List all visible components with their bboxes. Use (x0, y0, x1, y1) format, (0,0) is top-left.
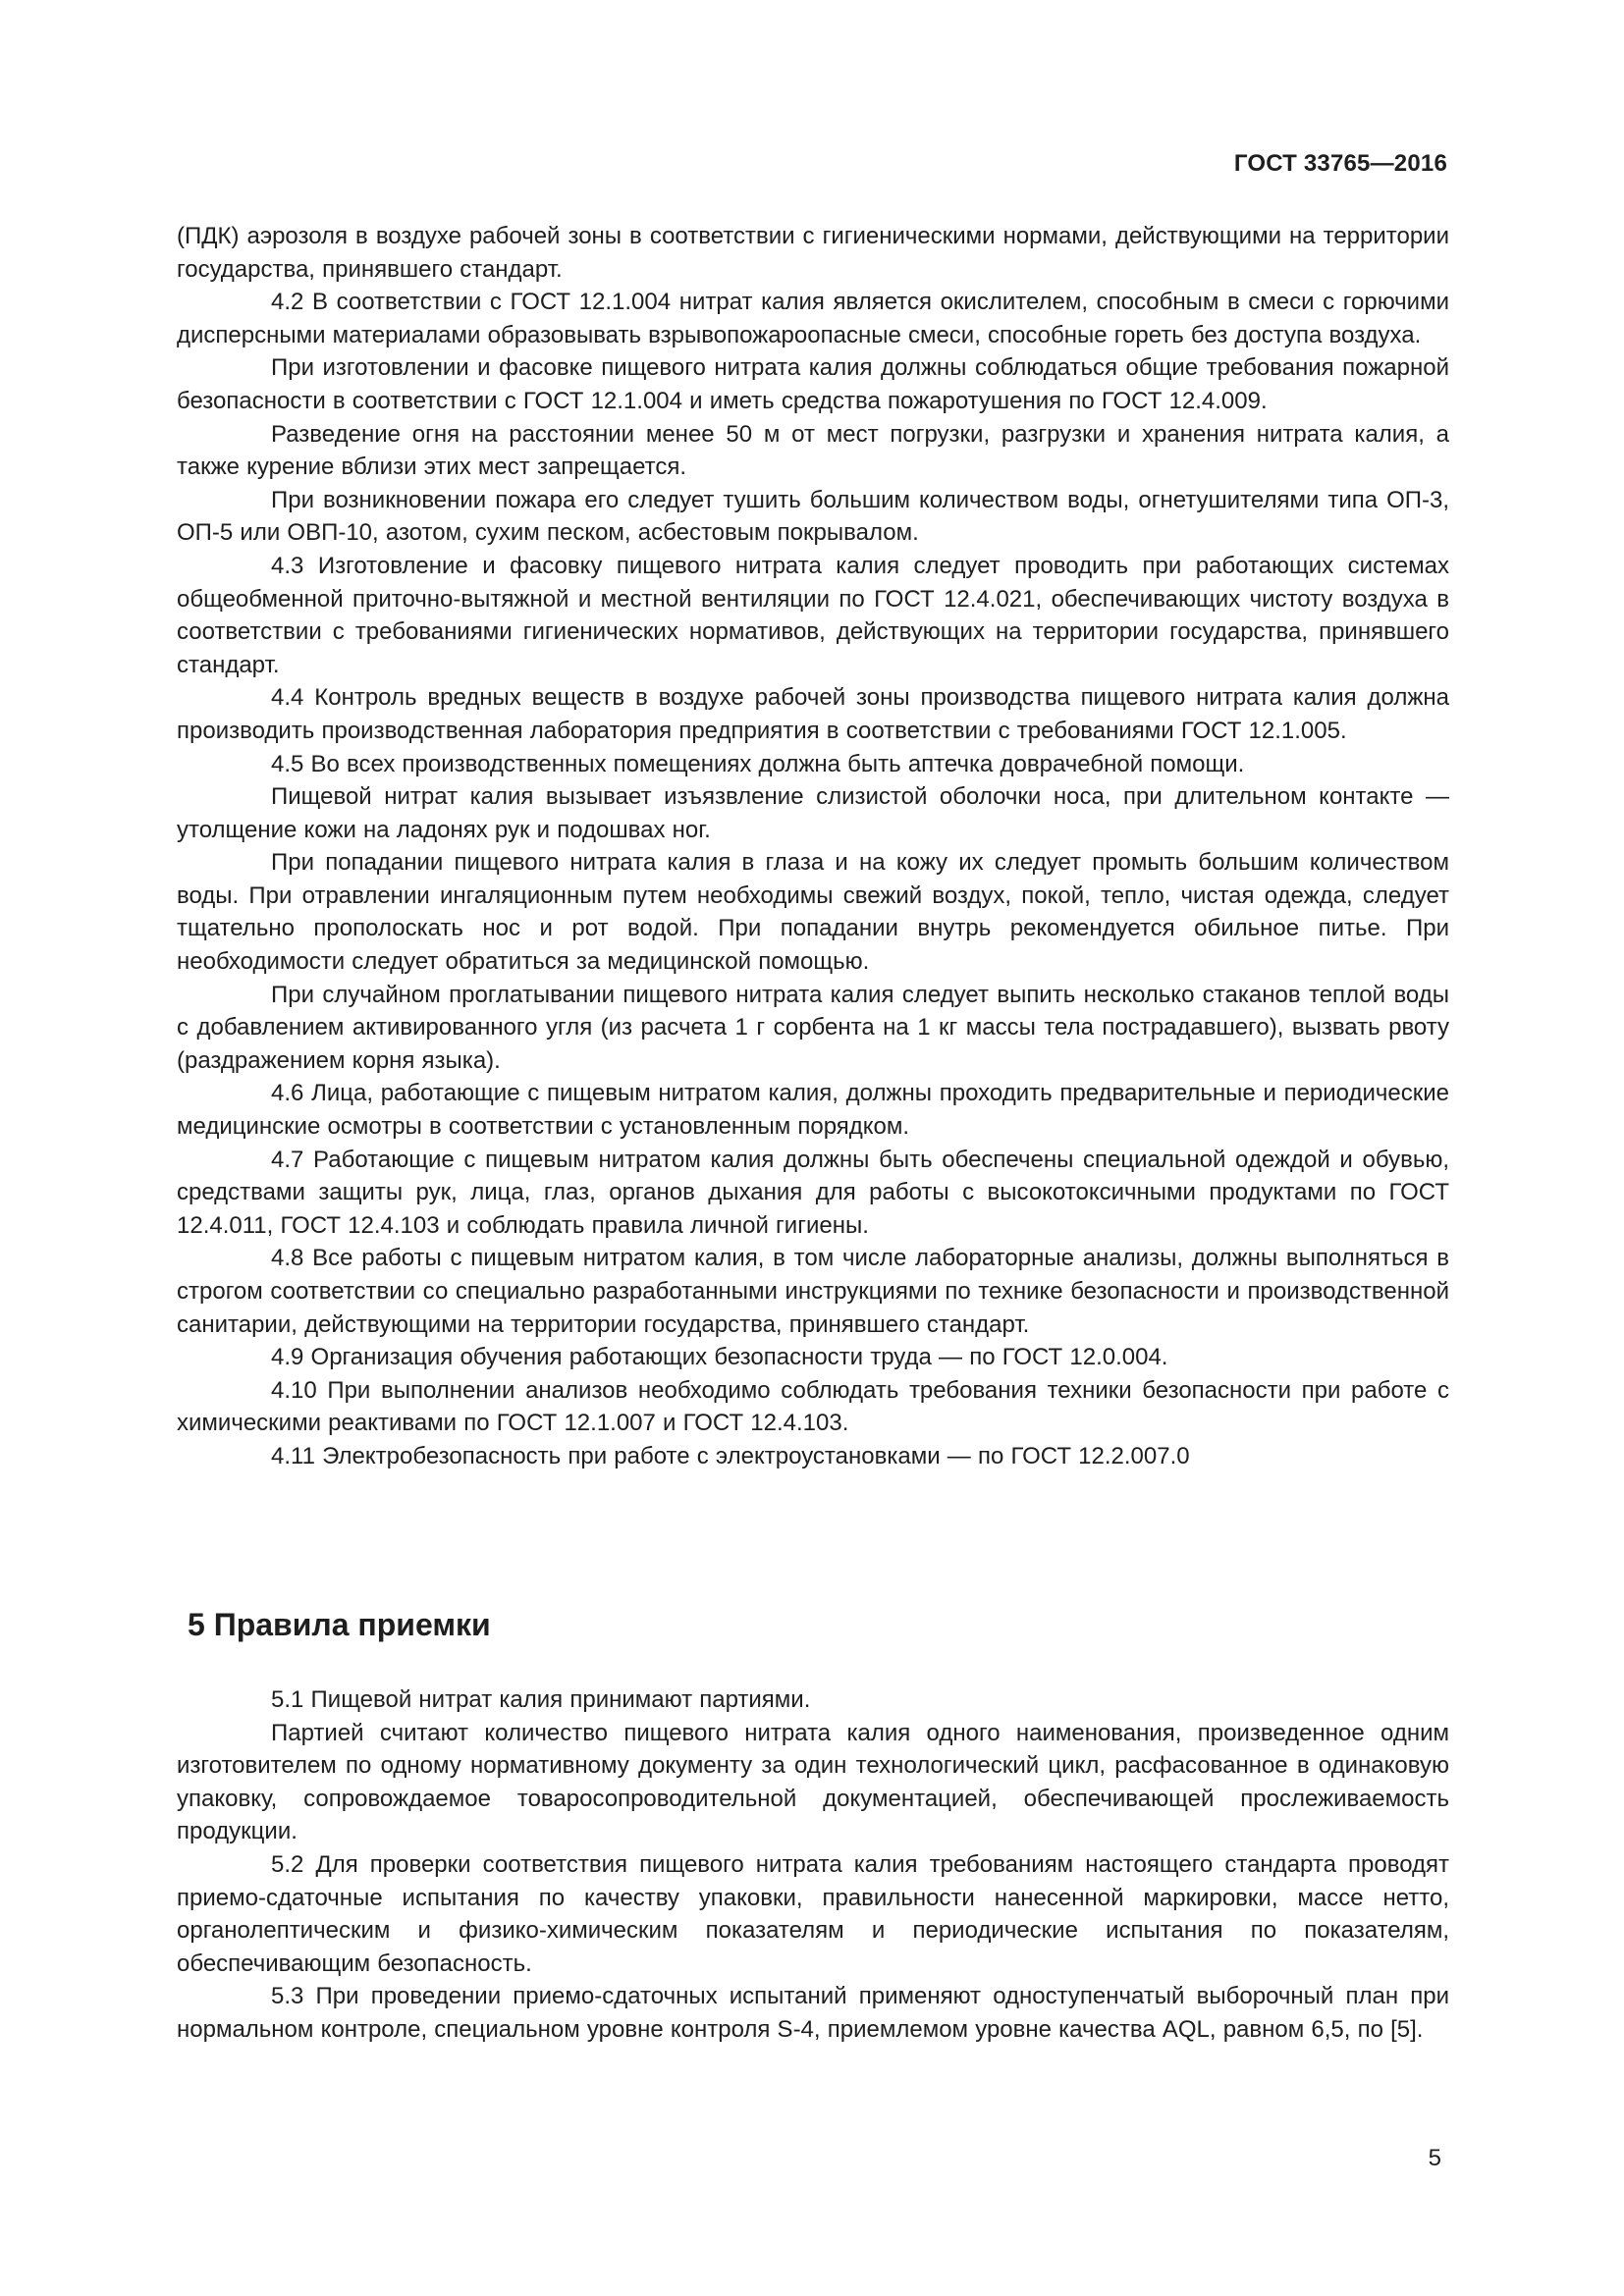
paragraph: 5.2 Для проверки соответствия пищевого нитрата калия требованиям настоящего стандарта проводят приемо-сдаточные испытания по качеству упаковки, правильности нанесенной маркировки, массе нетто, органолептическим и физико-химическим показателям и периодические испытания по показателям, обеспечивающим безопасность. (177, 1850, 1449, 1977)
paragraph: При попадании пищевого нитрата калия в глаза и на кожу их следует промыть большим количеством воды. При отравлении ингаляционным путем необходимы свежий воздух, покой, тепло, чистая одежда, следует тщательно прополоскать нос и рот водой. При попадании внутрь рекомендуется обильное питье. При необходимости следует обратиться за медицинской помощью. (177, 849, 1449, 976)
paragraph: 5.3 При проведении приемо-сдаточных испытаний применяют одноступенчатый выборочный план при нормальном контроле, специальном уровне контроля S-4, приемлемом уровне качества AQL, равном 6,5, по [5]. (177, 1983, 1449, 2043)
paragraph: 4.9 Организация обучения работающих безопасности труда — по ГОСТ 12.0.004. (271, 1344, 1168, 1371)
section-5-body (177, 1683, 1449, 2047)
paragraph: 4.7 Работающие с пищевым нитратом калия должны быть обеспечены специальной одеждой и обувью, средствами защиты рук, лица, глаз, органов дыхания для работы с высокотоксичными продуктами по ГОСТ 12.4.011, ГОСТ 12.4.103 и соблюдать правила личной гигиены. (177, 1146, 1449, 1239)
paragraph: Разведение огня на расстоянии менее 50 м от мест погрузки, разгрузки и хранения нитрата калия, а также курение вблизи этих мест запрещается. (177, 420, 1449, 481)
paragraph: 4.2 В соответствии с ГОСТ 12.1.004 нитрат калия является окислителем, способным в смеси с горючими дисперсными материалами образовывать взрывопожароопасные смеси, способные гореть без доступа воздуха. (177, 289, 1449, 348)
paragraph: 4.6 Лица, работающие с пищевым нитратом калия, должны проходить предварительные и периодические медицинские осмотры в соответствии с установленным порядком. (177, 1080, 1449, 1141)
paragraph: (ПДК) аэрозоля в воздухе рабочей зоны в соответствии с гигиеническими нормами, действующими на территории государства, принявшего стандарт. (177, 223, 1449, 283)
section-4-body (177, 220, 1449, 1473)
section-heading: 5 Правила приемки (188, 1607, 491, 1642)
paragraph: 4.8 Все работы с пищевым нитратом калия, в том числе лабораторные анализы, должны выполняться в строгом соответствии со специально разработанными инструкциями по технике безопасности и производственной санитарии, действующими на территории государства, принявшего стандарт. (177, 1245, 1449, 1338)
paragraph: При случайном проглатывании пищевого нитрата калия следует выпить несколько стаканов теплой воды с добавлением активированного угля (из расчета 1 г сорбента на 1 кг массы тела пострадавшего), вызвать рвоту (раздражением корня языка). (177, 981, 1449, 1074)
paragraph: 4.11 Электробезопасность при работе с электроустановками — по ГОСТ 12.2.007.0 (271, 1442, 1190, 1469)
paragraph: Партией считают количество пищевого нитрата калия одного наименования, произведенное одним изготовителем по одному нормативному документу за один технологический цикл, расфасованное в одинаковую упаковку, сопровождаемое товаросопроводительной документацией, обеспечивающей прослеживаемость продукции. (177, 1719, 1449, 1845)
paragraph: 4.4 Контроль вредных веществ в воздухе рабочей зоны производства пищевого нитрата калия должна производить производственная лаборатория предприятия в соответствии с требованиями ГОСТ 12.1.005. (177, 684, 1449, 744)
paragraph: 4.5 Во всех производственных помещениях должна быть аптечка доврачебной помощи. (271, 750, 1245, 777)
paragraph: Пищевой нитрат калия вызывает изъязвление слизистой оболочки носа, при длительном контакте — утолщение кожи на ладонях рук и подошвах ног. (177, 783, 1449, 843)
document-header: ГОСТ 33765—2016 (1233, 150, 1447, 177)
paragraph: При возникновении пожара его следует тушить большим количеством воды, огнетушителями типа ОП-3, ОП-5 или ОВП-10, азотом, сухим песком, асбестовым покрывалом. (177, 486, 1449, 547)
paragraph: 4.10 При выполнении анализов необходимо соблюдать требования техники безопасности при работе с химическими реактивами по ГОСТ 12.1.007 и ГОСТ 12.4.103. (177, 1376, 1449, 1437)
paragraph: 5.1 Пищевой нитрат калия принимают партиями. (271, 1686, 811, 1713)
page-number: 5 (1428, 2145, 1441, 2171)
paragraph: При изготовлении и фасовке пищевого нитрата калия должны соблюдаться общие требования пожарной безопасности в соответствии с ГОСТ 12.1.004 и иметь средства пожаротушения по ГОСТ 12.4.009. (177, 354, 1449, 414)
paragraph: 4.3 Изготовление и фасовку пищевого нитрата калия следует проводить при работающих системах общеобменной приточно-вытяжной и местной вентиляции по ГОСТ 12.4.021, обеспечивающих чистоту воздуха в соответствии с требованиями гигиенических нормативов, действующих на территории государства, принявшего стандарт. (177, 552, 1449, 678)
